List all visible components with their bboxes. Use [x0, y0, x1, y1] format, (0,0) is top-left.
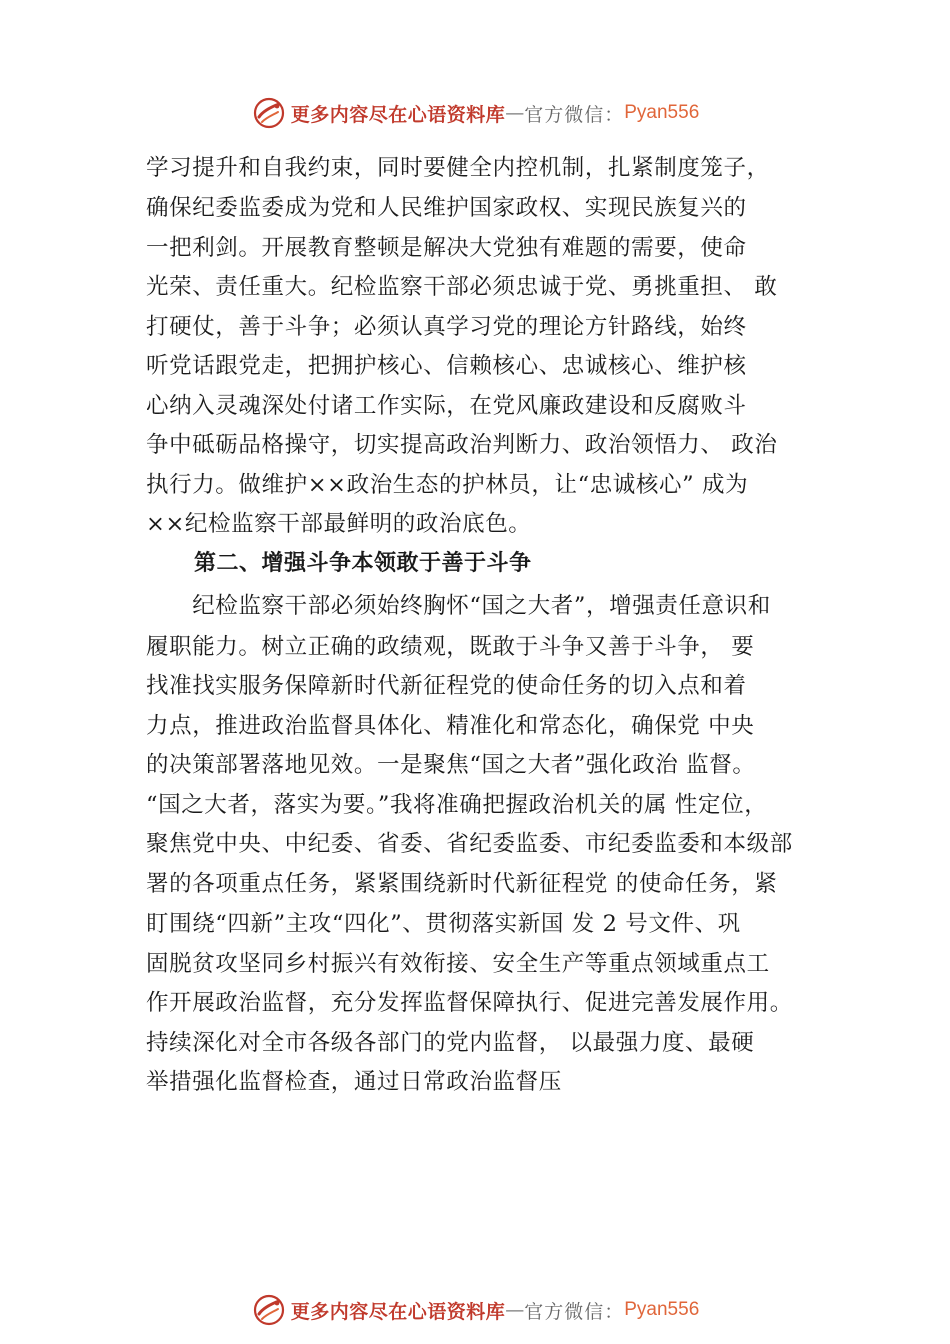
- body-line: 的决策部署落地见效。一是聚焦“国之大者”强化政治 监督。: [146, 752, 756, 778]
- body-line: 争中砥砺品格操守，切实提高政治判断力、政治领悟力、 政治: [146, 432, 778, 458]
- body-line: ××纪检监察干部最鲜明的政治底色。: [146, 511, 532, 537]
- body-line: 署的各项重点任务，紧紧围绕新时代新征程党 的使命任务，紧: [146, 871, 778, 897]
- body-line: 纪检监察干部必须始终胸怀“国之大者”，增强责任意识和: [146, 593, 771, 619]
- body-line: 举措强化监督检查，通过日常政治监督压: [146, 1069, 562, 1095]
- body-line: 学习提升和自我约束，同时要健全内控机制，扎紧制度笼子，: [146, 155, 770, 181]
- body-line: 力点，推进政治监督具体化、精准化和常态化，确保党 中央: [146, 713, 755, 739]
- body-line: 听党话跟党走，把拥护核心、信赖核心、忠诚核心、维护核: [146, 353, 747, 379]
- brush-logo-icon: [251, 1292, 287, 1328]
- body-line: 作开展政治监督，充分发挥监督保障执行、促进完善发展作用。: [146, 990, 793, 1016]
- header-dash: —: [505, 102, 525, 124]
- body-line: 持续深化对全市各级各部门的党内监督， 以最强力度、最硬: [146, 1030, 755, 1056]
- body-line: 盯围绕“四新”主攻“四化”、贯彻落实新国 发 2 号文件、巩: [146, 911, 741, 937]
- body-line: 一把利剑。开展教育整顿是解决大党独有难题的需要，使命: [146, 235, 747, 261]
- body-line: 固脱贫攻坚同乡村振兴有效衔接、安全生产等重点领域重点工: [146, 951, 770, 977]
- body-line: 执行力。做维护××政治生态的护林员，让“忠诚核心” 成为: [146, 472, 749, 498]
- header-wechat-label: 官方微信：: [524, 103, 625, 126]
- body-line: 找准找实服务保障新时代新征程党的使命任务的切入点和着: [146, 673, 747, 699]
- body-line: 确保纪委监委成为党和人民维护国家政权、实现民族复兴的: [146, 195, 747, 221]
- footer-wechat-label: 官方微信：: [524, 1300, 625, 1323]
- body-line: 履职能力。树立正确的政绩观，既敢于斗争又善于斗争， 要: [146, 634, 755, 660]
- body-line: “国之大者，落实为要。”我将准确把握政治机关的属 性定位，: [146, 792, 768, 818]
- brush-logo-icon: [251, 95, 287, 131]
- body-line: 心纳入灵魂深处付诸工作实际，在党风廉政建设和反腐败斗: [146, 393, 747, 419]
- footer-dash: —: [505, 1299, 525, 1321]
- body-line: 聚焦党中央、中纪委、省委、省纪委监委、市纪委监委和本级部: [146, 831, 793, 857]
- footer-brand: 更多内容尽在心语资料库: [290, 1300, 506, 1323]
- header-brand: 更多内容尽在心语资料库: [290, 103, 506, 126]
- footer-banner: [0, 1290, 950, 1330]
- header-banner: [0, 93, 950, 133]
- body-line: 光荣、责任重大。纪检监察干部必须忠诚于党、勇挑重担、 敢: [146, 274, 778, 300]
- body-line: 打硬仗，善于斗争；必须认真学习党的理论方针路线，始终: [146, 314, 747, 340]
- section-heading: 第二、增强斗争本领敢于善于斗争: [194, 551, 532, 576]
- footer-wechat-id: Pyan556: [624, 1299, 700, 1320]
- header-wechat-id: Pyan556: [624, 102, 700, 123]
